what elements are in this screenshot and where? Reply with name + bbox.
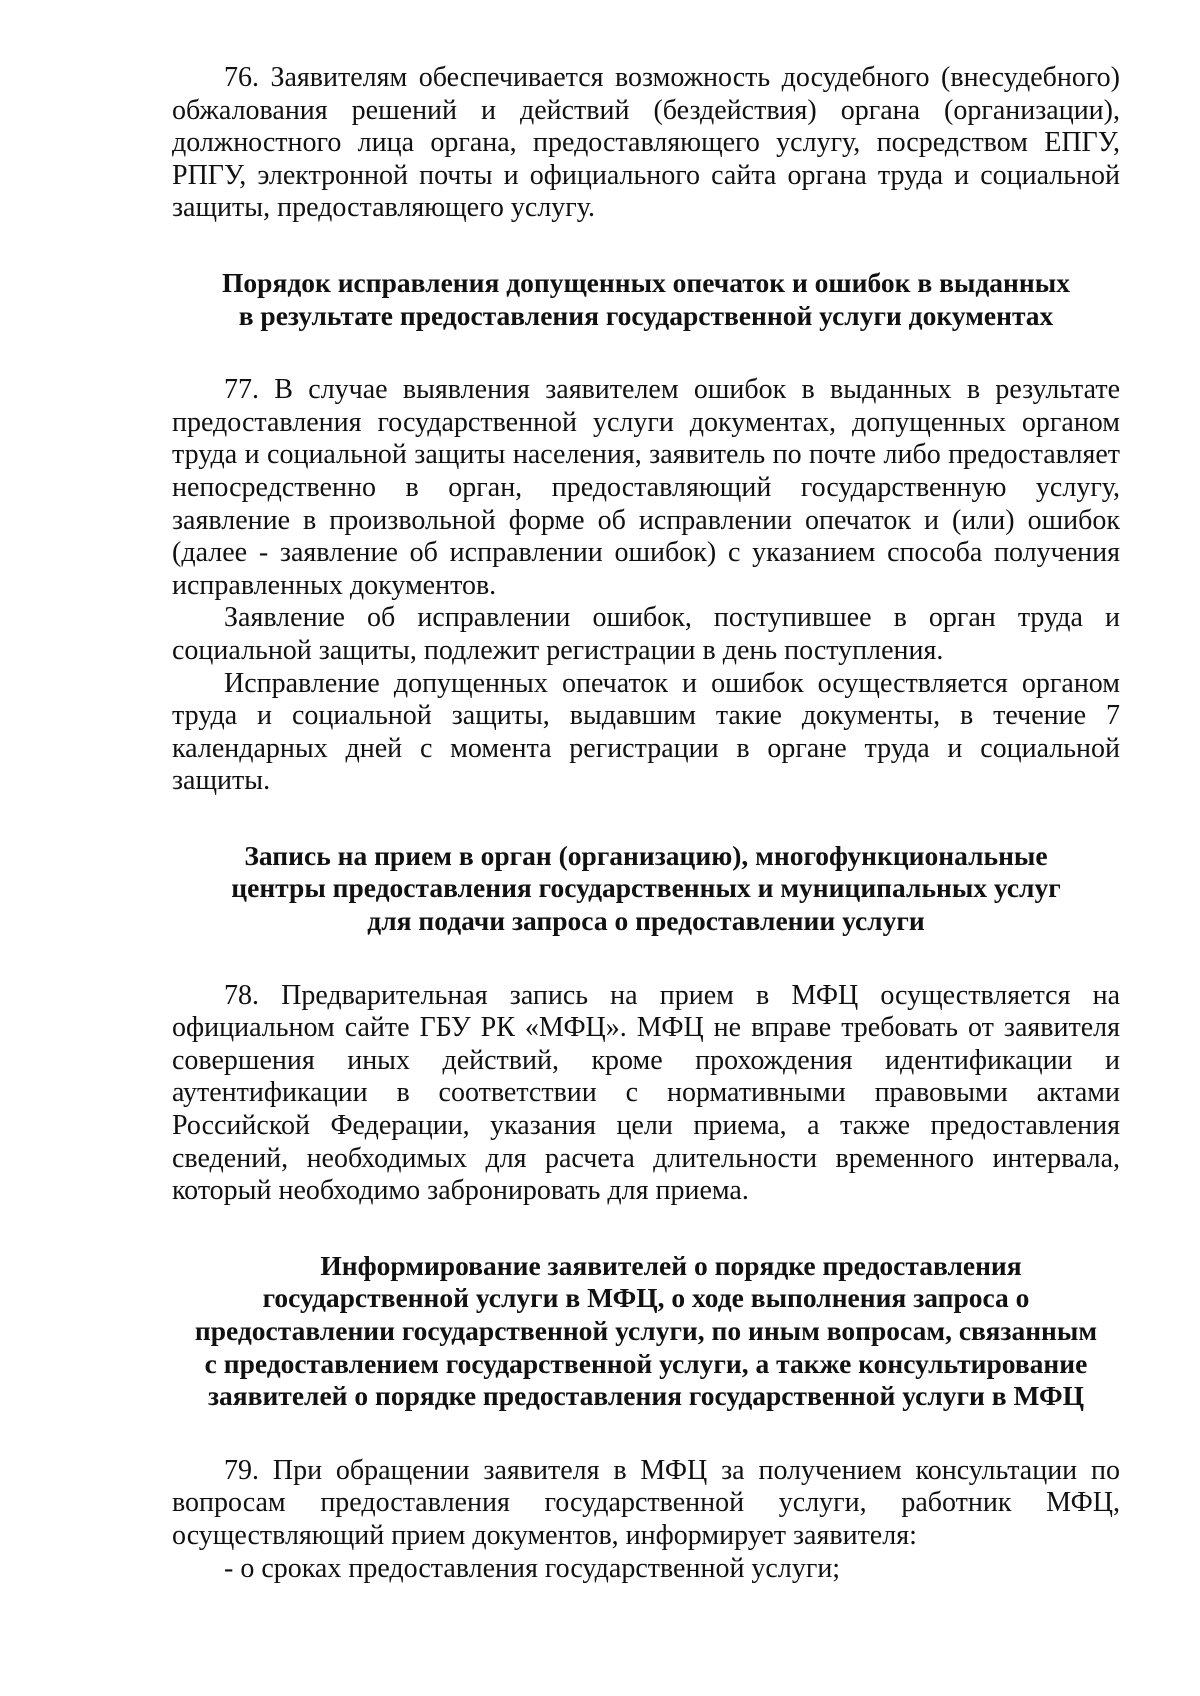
- heading-line: в результате предоставления государственной услуги документах: [238, 299, 1054, 331]
- heading-line: заявителей о порядке предоставления государственной услуги в МФЦ: [207, 1380, 1085, 1412]
- spacer: [172, 225, 1120, 267]
- paragraph-78: 78. Предварительная запись на прием в МФЦ осуществляется на официальном сайте ГБУ РК «МФЦ». МФЦ не вправе требовать от заявителя совершения иных действий, кроме прохождения идентификации и аутентификации в соответствии с нормативными правовыми актами Российской Федерации, указания цели приема, а также предоставления сведений, необходимых для расчета длительности временного интервала, который необходимо забронировать для приема.: [172, 979, 1120, 1207]
- spacer: [172, 1208, 1120, 1250]
- heading-line: Порядок исправления допущенных опечаток и ошибок в выданных: [222, 266, 1070, 298]
- spacer: [172, 798, 1120, 840]
- spacer: [172, 938, 1120, 980]
- paragraph-77-registration: Заявление об исправлении ошибок, поступившее в орган труда и социальной защиты, подлежит регистрации в день поступления.: [172, 602, 1120, 666]
- heading-line: с предоставлением государственной услуги, а также консультирование: [204, 1347, 1088, 1379]
- heading-line: Информирование заявителей о порядке предоставления: [320, 1249, 1022, 1281]
- section-heading-informing: [172, 1250, 1120, 1413]
- heading-line: государственной услуги в МФЦ, о ходе выполнения запроса о: [262, 1282, 1030, 1314]
- document-page: [172, 62, 1120, 1585]
- paragraph-77: 77. В случае выявления заявителем ошибок в выданных в результате предоставления государственной услуги документах, допущенных органом труда и социальной защиты населения, заявитель по почте либо предоставляет непосредственно в орган, предоставляющий государственную услугу, заявление в произвольной форме об исправлении опечаток и (или) ошибок (далее - заявление об исправлении ошибок) с указанием способа получения исправленных документов.: [172, 374, 1120, 601]
- paragraph-76: 76. Заявителям обеспечивается возможность досудебного (внесудебного) обжалования решений и действий (бездействия) органа (организации), должностного лица органа, предоставляющего услугу, посредством ЕПГУ, РПГУ, электронной почты и официального сайта органа труда и социальной защиты, предоставляющего услугу.: [172, 62, 1120, 224]
- section-heading-appointment: [172, 840, 1120, 938]
- heading-line: предоставлении государственной услуги, по иным вопросам, связанным: [194, 1315, 1098, 1346]
- heading-line: для подачи запроса о предоставлении услуги: [367, 905, 925, 937]
- spacer: [172, 332, 1120, 374]
- spacer: [172, 1413, 1120, 1455]
- paragraph-77-correction-term: Исправление допущенных опечаток и ошибок осуществляется органом труда и социальной защиты, выдавшим такие документы, в течение 7 календарных дней с момента регистрации в органе труда и социальной защиты.: [172, 667, 1120, 797]
- list-item: - о сроках предоставления государственной услуги;: [224, 1552, 841, 1584]
- heading-line: центры предоставления государственных и муниципальных услуг: [231, 872, 1061, 904]
- paragraph-79: 79. При обращении заявителя в МФЦ за получением консультации по вопросам предоставления государственной услуги, работник МФЦ, осуществляющий прием документов, информирует заявителя:: [172, 1454, 1120, 1551]
- heading-line: Запись на прием в орган (организацию), многофункциональные: [244, 839, 1048, 871]
- section-heading-corrections: [172, 267, 1120, 332]
